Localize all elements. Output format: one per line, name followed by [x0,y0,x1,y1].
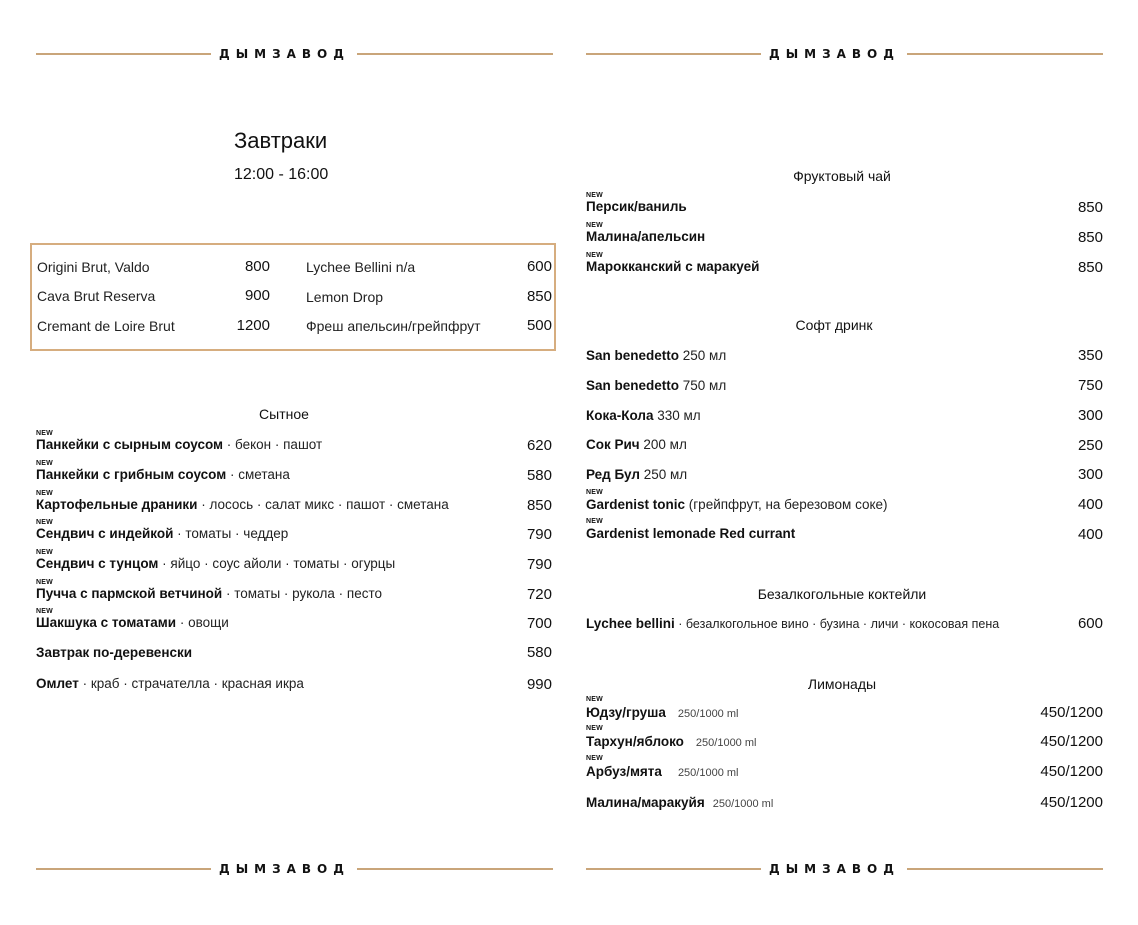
item-name: Lychee bellini [586,616,675,631]
item-desc: · овощи [176,615,229,630]
item-desc: · краб · страчателла · красная икра [78,676,304,691]
menu-item [586,705,738,720]
item-price: 850 [1077,229,1103,246]
box-item-price: 900 [244,287,270,304]
item-price: 850 [1077,259,1103,276]
new-badge: NEW [586,518,603,525]
bottom-right-rule-right [907,868,1103,870]
item-desc: · томаты · рукола · песто [222,586,383,601]
breakfast-hours: 12:00 - 16:00 [234,166,329,183]
item-name: Пучча с пармской ветчиной [36,586,223,601]
new-badge: NEW [36,608,53,615]
item-desc: · лосось · салат микс · пашот · сметана [197,497,449,512]
item-name: Завтрак по-деревенски [36,645,193,660]
item-price: 450/1200 [1040,704,1103,721]
new-badge: NEW [36,460,53,467]
brand-top-left: ДЫМЗАВОД [219,47,350,61]
menu-item [586,378,726,393]
menu-item [586,437,687,452]
box-item-name: Lychee Bellini n/a [306,259,416,275]
brand-bottom-left: ДЫМЗАВОД [219,862,350,876]
item-price: 990 [526,676,552,693]
item-desc: 750 мл [679,378,727,393]
menu-item [586,526,795,541]
menu-item [36,556,395,571]
item-price: 250 [1077,437,1103,454]
item-name: Шакшука с томатами [36,615,177,630]
box-item-name: Origini Brut, Valdo [37,259,150,275]
new-badge: NEW [586,222,603,229]
item-name: Панкейки с сырным соусом [36,437,224,452]
item-name: Ред Бул [586,467,640,482]
item-price: 450/1200 [1040,733,1103,750]
top-right-rule-right [907,53,1103,55]
menu-item [586,348,726,363]
section-heading-lemonades: Лимонады [807,676,877,692]
item-price: 750 [1077,377,1103,394]
menu-item [586,467,687,482]
menu-item [36,676,304,691]
section-heading-fruit-tea: Фруктовый чай [793,168,891,184]
item-price: 300 [1077,466,1103,483]
item-desc: · яйцо · соус айоли · томаты · огурцы [158,556,396,571]
item-name: Персик/ваниль [586,199,687,214]
menu-item [586,229,705,244]
item-price: 400 [1077,496,1103,513]
item-name: Малина/маракуйя [586,795,705,810]
new-badge: NEW [586,755,603,762]
bottom-left-rule-right [357,868,553,870]
box-item-price: 800 [244,258,270,275]
menu-item [586,408,701,423]
item-name: Сендвич с индейкой [36,526,174,541]
menu-item [36,645,192,660]
item-name: San benedetto [586,348,680,363]
item-price: 850 [526,497,552,514]
item-name: Сок Рич [586,437,640,452]
item-desc: 200 мл [639,437,687,452]
section-heading-mocktails: Безалкогольные коктейли [757,586,927,602]
new-badge: NEW [586,489,603,496]
menu-item [586,616,999,631]
item-price: 600 [1077,615,1103,632]
item-desc: · безалкогольное вино · бузина · личи · кокосовая пена [674,617,1000,631]
menu-item [586,734,756,749]
box-item-name: Lemon Drop [306,289,384,305]
item-desc: 250 мл [679,348,727,363]
box-item-name: Cava Brut Reserva [37,288,156,304]
box-item-price: 600 [526,258,552,275]
section-heading-soft: Софт дринк [795,317,873,333]
item-name: Юдзу/груша [586,705,666,720]
top-right-rule-left [586,53,761,55]
top-left-rule-left [36,53,211,55]
item-name: Тархун/яблоко [586,734,684,749]
item-name: Gardenist lemonade Red currant [586,526,796,541]
item-price: 450/1200 [1040,794,1103,811]
menu-item [36,526,288,541]
item-price: 620 [526,437,552,454]
item-name: Панкейки с грибным соусом [36,467,227,482]
bottom-left-rule-left [36,868,211,870]
item-volume: 250/1000 ml [712,798,774,810]
new-badge: NEW [586,696,603,703]
item-name: Арбуз/мята [586,764,662,779]
item-price: 790 [526,556,552,573]
item-name: San benedetto [586,378,680,393]
new-badge: NEW [36,519,53,526]
item-desc: 330 мл [653,408,701,423]
menu-item [586,497,888,512]
new-badge: NEW [586,252,603,259]
item-desc: · сметана [226,467,290,482]
new-badge: NEW [36,579,53,586]
new-badge: NEW [36,490,53,497]
item-price: 790 [526,526,552,543]
page-title: Завтраки [234,128,328,153]
item-name: Марокканский с маракуей [586,259,760,274]
menu-item [36,586,382,601]
box-item-price: 1200 [236,317,270,334]
box-item-name: Cremant de Loire Brut [37,318,175,334]
box-item-price: 500 [526,317,552,334]
menu-item [36,615,229,630]
item-price: 850 [1077,199,1103,216]
item-price: 300 [1077,407,1103,424]
item-desc: 250 мл [639,467,688,482]
item-name: Малина/апельсин [586,229,706,244]
item-price: 700 [526,615,552,632]
menu-item [586,259,759,274]
brand-bottom-right: ДЫМЗАВОД [769,862,900,876]
menu-item [586,199,687,214]
new-badge: NEW [586,192,603,199]
item-volume: 250/1000 ml [677,708,739,720]
menu-item [586,795,773,810]
item-desc: (грейпфрут, на березовом соке) [685,497,888,512]
item-desc: · томаты · чеддер [173,526,289,541]
item-price: 580 [526,467,552,484]
item-price: 580 [526,644,552,661]
top-left-rule-right [357,53,553,55]
item-price: 400 [1077,526,1103,543]
new-badge: NEW [36,430,53,437]
menu-item [36,467,290,482]
item-price: 720 [526,586,552,603]
item-name: Сендвич с тунцом [36,556,159,571]
item-volume: 250/1000 ml [695,737,757,749]
menu-item [36,497,449,512]
item-name: Омлет [36,676,79,691]
brand-top-right: ДЫМЗАВОД [769,47,900,61]
item-price: 450/1200 [1040,763,1103,780]
new-badge: NEW [36,549,53,556]
bottom-right-rule-left [586,868,761,870]
box-item-name: Фреш апельсин/грейпфрут [306,318,481,334]
item-price: 350 [1077,347,1103,364]
menu-item [36,437,322,452]
box-item-price: 850 [526,288,552,305]
menu-item [586,764,738,779]
item-name: Gardenist tonic [586,497,686,512]
item-name: Картофельные драники [36,497,198,512]
new-badge: NEW [586,725,603,732]
item-desc: · бекон · пашот [223,437,323,452]
item-volume: 250/1000 ml [677,767,739,779]
section-heading-sytnoe: Сытное [259,406,309,422]
item-name: Кока-Кола [586,408,654,423]
